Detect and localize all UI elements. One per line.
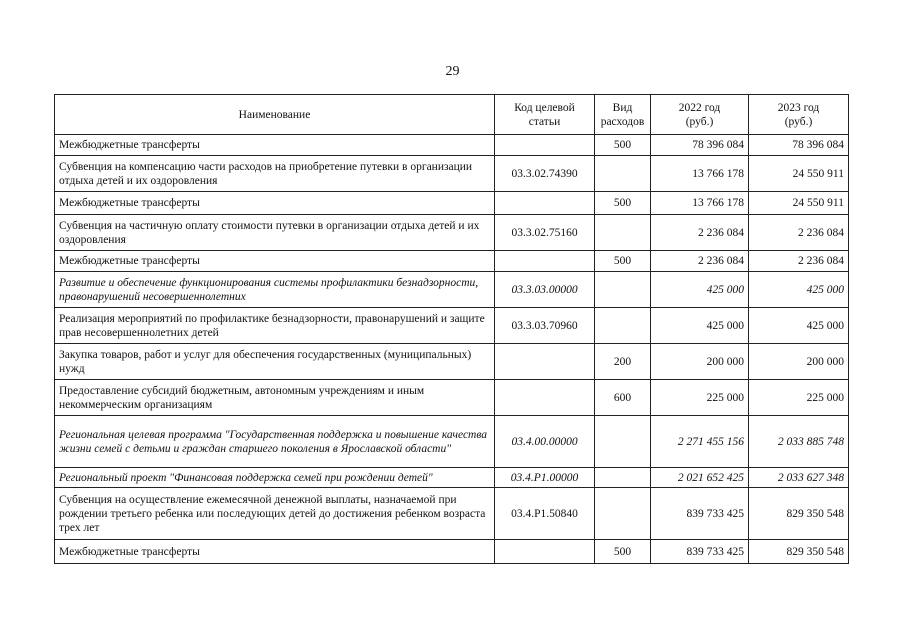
row-amount-2023: 829 350 548 bbox=[749, 488, 849, 540]
row-name: Закупка товаров, работ и услуг для обеспечения государственных (муниципальных) нужд bbox=[55, 344, 495, 380]
table-row bbox=[55, 215, 849, 251]
row-amount-2022: 225 000 bbox=[651, 380, 749, 416]
header-type: Вид расходов bbox=[595, 95, 651, 135]
row-amount-2022: 839 733 425 bbox=[651, 540, 749, 564]
row-name: Региональная целевая программа "Государственная поддержка и повышение качества жизни семей с детьми и граждан старшего поколения в Ярославской области" bbox=[55, 416, 495, 468]
row-amount-2022: 2 236 084 bbox=[651, 215, 749, 251]
row-code: 03.3.02.74390 bbox=[495, 156, 595, 192]
row-code: 03.4.P1.00000 bbox=[495, 468, 595, 488]
row-amount-2022: 2 021 652 425 bbox=[651, 468, 749, 488]
row-amount-2022: 13 766 178 bbox=[651, 156, 749, 192]
row-amount-2023: 425 000 bbox=[749, 308, 849, 344]
page-number: 29 bbox=[445, 64, 460, 79]
table-row bbox=[55, 272, 849, 308]
row-amount-2023: 200 000 bbox=[749, 344, 849, 380]
table-header-row bbox=[55, 95, 849, 135]
row-amount-2022: 839 733 425 bbox=[651, 488, 749, 540]
row-expense-type bbox=[595, 488, 651, 540]
row-amount-2023: 225 000 bbox=[749, 380, 849, 416]
row-amount-2023: 2 033 627 348 bbox=[749, 468, 849, 488]
table-row bbox=[55, 540, 849, 564]
row-amount-2023: 24 550 911 bbox=[749, 192, 849, 215]
row-amount-2022: 2 271 455 156 bbox=[651, 416, 749, 468]
table-body bbox=[55, 135, 849, 564]
table-row bbox=[55, 380, 849, 416]
row-code bbox=[495, 251, 595, 272]
row-name: Межбюджетные трансферты bbox=[55, 135, 495, 156]
header-2022: 2022 год (руб.) bbox=[651, 95, 749, 135]
row-expense-type bbox=[595, 308, 651, 344]
row-amount-2023: 2 033 885 748 bbox=[749, 416, 849, 468]
row-expense-type: 600 bbox=[595, 380, 651, 416]
row-code bbox=[495, 135, 595, 156]
row-expense-type: 500 bbox=[595, 251, 651, 272]
header-name: Наименование bbox=[55, 95, 495, 135]
row-expense-type bbox=[595, 416, 651, 468]
table-row bbox=[55, 156, 849, 192]
row-name: Развитие и обеспечение функционирования системы профилактики безнадзорности, правонарушений несовершеннолетних bbox=[55, 272, 495, 308]
table-row bbox=[55, 468, 849, 488]
row-code bbox=[495, 540, 595, 564]
row-expense-type bbox=[595, 156, 651, 192]
row-code: 03.3.03.70960 bbox=[495, 308, 595, 344]
header-code: Код целевой статьи bbox=[495, 95, 595, 135]
row-amount-2022: 78 396 084 bbox=[651, 135, 749, 156]
row-code: 03.3.02.75160 bbox=[495, 215, 595, 251]
table-row bbox=[55, 135, 849, 156]
row-amount-2023: 829 350 548 bbox=[749, 540, 849, 564]
row-name: Реализация мероприятий по профилактике безнадзорности, правонарушений и защите прав несовершеннолетних детей bbox=[55, 308, 495, 344]
row-amount-2023: 78 396 084 bbox=[749, 135, 849, 156]
row-code: 03.4.00.00000 bbox=[495, 416, 595, 468]
row-code: 03.4.P1.50840 bbox=[495, 488, 595, 540]
row-amount-2022: 425 000 bbox=[651, 272, 749, 308]
row-code bbox=[495, 344, 595, 380]
row-amount-2023: 24 550 911 bbox=[749, 156, 849, 192]
row-code bbox=[495, 192, 595, 215]
row-expense-type bbox=[595, 215, 651, 251]
row-amount-2022: 200 000 bbox=[651, 344, 749, 380]
row-amount-2023: 2 236 084 bbox=[749, 251, 849, 272]
table-row bbox=[55, 251, 849, 272]
row-amount-2022: 425 000 bbox=[651, 308, 749, 344]
row-expense-type bbox=[595, 468, 651, 488]
row-expense-type: 500 bbox=[595, 192, 651, 215]
row-expense-type bbox=[595, 272, 651, 308]
row-code: 03.3.03.00000 bbox=[495, 272, 595, 308]
row-expense-type: 200 bbox=[595, 344, 651, 380]
row-expense-type: 500 bbox=[595, 135, 651, 156]
table-row bbox=[55, 308, 849, 344]
table-row bbox=[55, 488, 849, 540]
table-row bbox=[55, 192, 849, 215]
row-name: Субвенция на частичную оплату стоимости путевки в организации отдыха детей и их оздоровления bbox=[55, 215, 495, 251]
row-name: Межбюджетные трансферты bbox=[55, 540, 495, 564]
row-amount-2023: 425 000 bbox=[749, 272, 849, 308]
row-expense-type: 500 bbox=[595, 540, 651, 564]
header-2023: 2023 год (руб.) bbox=[749, 95, 849, 135]
table-row bbox=[55, 416, 849, 468]
row-amount-2022: 2 236 084 bbox=[651, 251, 749, 272]
row-amount-2023: 2 236 084 bbox=[749, 215, 849, 251]
row-amount-2022: 13 766 178 bbox=[651, 192, 749, 215]
row-name: Субвенция на осуществление ежемесячной денежной выплаты, назначаемой при рождении третьего ребенка или последующих детей до достижения ребенком возраста трех лет bbox=[55, 488, 495, 540]
row-name: Межбюджетные трансферты bbox=[55, 192, 495, 215]
row-name: Предоставление субсидий бюджетным, автономным учреждениям и иным некоммерческим организациям bbox=[55, 380, 495, 416]
row-name: Межбюджетные трансферты bbox=[55, 251, 495, 272]
table-row bbox=[55, 344, 849, 380]
row-name: Региональный проект "Финансовая поддержка семей при рождении детей" bbox=[55, 468, 495, 488]
row-name: Субвенция на компенсацию части расходов на приобретение путевки в организации отдыха детей и их оздоровления bbox=[55, 156, 495, 192]
budget-table bbox=[54, 94, 849, 564]
row-code bbox=[495, 380, 595, 416]
